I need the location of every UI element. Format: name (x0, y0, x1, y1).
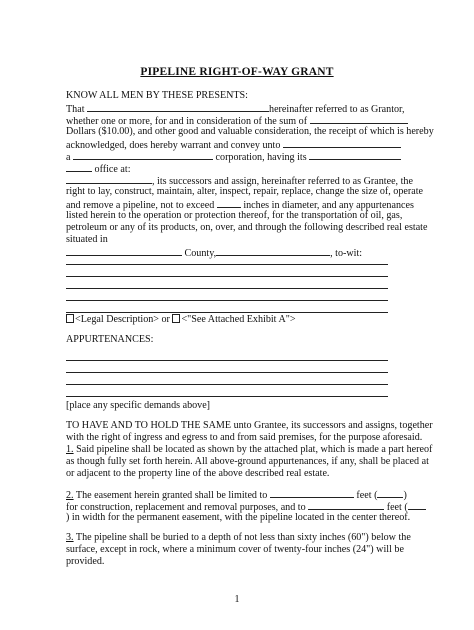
clause-2-text: The easement herein granted shall be limited to (75, 490, 268, 501)
appurtenances-line[interactable] (66, 360, 388, 361)
clause-1-line-2: as though fully set forth herein. All above-ground appurtenances, if any, shall be placed at (66, 456, 429, 467)
construction-width-blank[interactable] (270, 488, 354, 498)
clause-2-text-2: for construction, replacement and removal purposes, and to (66, 502, 306, 513)
clause-3-line-1 (66, 532, 411, 544)
legal-description-label: <Legal Description> or (75, 314, 170, 325)
clause-2-number: 2. (66, 490, 74, 501)
clause-3-text: The pipeline shall be buried to a depth of not less than sixty inches (60") below the (75, 532, 411, 543)
document-title: PIPELINE RIGHT-OF-WAY GRANT (140, 66, 334, 78)
demands-note: [place any specific demands above] (66, 400, 211, 411)
grantee-line-2: right to lay, construct, maintain, alter, inspect, repair, replace, change the size of, operate (66, 186, 423, 197)
successors-text: , its successors and assign, hereinafter referred to as Grantee, the (152, 176, 413, 187)
close-paren: ) (403, 490, 407, 501)
legal-description-line[interactable] (66, 288, 388, 289)
state-blank[interactable] (73, 150, 213, 160)
consideration-text: whether one or more, for and in consideration of the sum of (66, 116, 308, 127)
office-text: office at: (94, 164, 131, 175)
legal-description-line[interactable] (66, 312, 388, 313)
grantee-line-4: listed herein to the operation or protection thereof, for the transportation of oil, gas, (66, 210, 403, 221)
feet-label-2: feet ( (386, 502, 408, 513)
construction-width-numeric-blank[interactable] (377, 488, 403, 498)
permanent-width-numeric-blank[interactable] (408, 500, 426, 510)
clause-2-line-3: ) in width for the permanent easement, with the pipeline located in the center thereof. (66, 512, 411, 523)
office-type-blank[interactable] (66, 162, 92, 172)
appurtenances-line[interactable] (66, 396, 388, 397)
description-options (66, 314, 296, 326)
clause-1-line-1 (66, 444, 432, 456)
clause-3-number: 3. (66, 532, 74, 543)
clause-3-line-3: provided. (66, 556, 105, 567)
county-blank[interactable] (66, 246, 182, 256)
principal-blank[interactable] (309, 150, 401, 160)
pipeline-text: and remove a pipeline, not to exceed (66, 200, 215, 211)
clause-1-line-3: or adjacent to the property line of the above described real estate. (66, 468, 330, 479)
state-name-blank[interactable] (216, 246, 330, 256)
acknowledged-text: acknowledged, does hereby warrant and convey unto (66, 140, 281, 151)
exhibit-checkbox[interactable] (172, 314, 180, 323)
diameter-text: inches in diameter, and any appurtenances (243, 200, 414, 211)
appurtenances-line[interactable] (66, 384, 388, 385)
towit-label: , to-wit: (330, 248, 363, 259)
clause-1-text: Said pipeline shall be located as shown by the attached plat, which is made a part hereof (76, 444, 433, 455)
legal-description-line[interactable] (66, 264, 388, 265)
clause-3-line-2: surface, except in rock, where a minimum cover of twenty-four inches (24") will be (66, 544, 404, 555)
feet-label: feet ( (356, 490, 378, 501)
appurtenances-heading: APPURTENANCES: (66, 334, 154, 345)
county-line (66, 246, 362, 260)
a-label: a (66, 152, 71, 163)
corporation-text: corporation, having its (215, 152, 307, 163)
permanent-width-blank[interactable] (308, 500, 384, 510)
grantee-line-6: situated in (66, 234, 108, 245)
grantee-name-blank[interactable] (283, 138, 401, 148)
grantor-name-blank[interactable] (87, 102, 269, 112)
exhibit-label: <"See Attached Exhibit A"> (181, 314, 296, 325)
clause-1-number: 1. (66, 444, 74, 455)
intro-text: KNOW ALL MEN BY THESE PRESENTS: (66, 90, 248, 101)
legal-description-line[interactable] (66, 300, 388, 301)
grantee-line-5: petroleum or any of its products, on, over, and through the following described real estate (66, 222, 428, 233)
grantor-referred-text: hereinafter referred to as Grantor, (269, 104, 405, 115)
legal-description-checkbox[interactable] (66, 314, 74, 323)
page-number: 1 (234, 594, 240, 605)
habendum-line-1: TO HAVE AND TO HOLD THE SAME unto Grantee, its successors and assigns, together (66, 420, 433, 431)
office-address-blank[interactable] (66, 174, 152, 184)
legal-description-line[interactable] (66, 276, 388, 277)
appurtenances-line[interactable] (66, 372, 388, 373)
sum-blank[interactable] (310, 114, 408, 124)
dollars-line: Dollars ($10.00), and other good and valuable consideration, the receipt of which is hereby (66, 126, 434, 137)
county-label: County, (184, 248, 217, 259)
that-label: That (66, 104, 85, 115)
diameter-blank[interactable] (217, 198, 241, 208)
habendum-line-2: with the right of ingress and egress to and from said premises, for the purpose aforesaid. (66, 432, 423, 443)
